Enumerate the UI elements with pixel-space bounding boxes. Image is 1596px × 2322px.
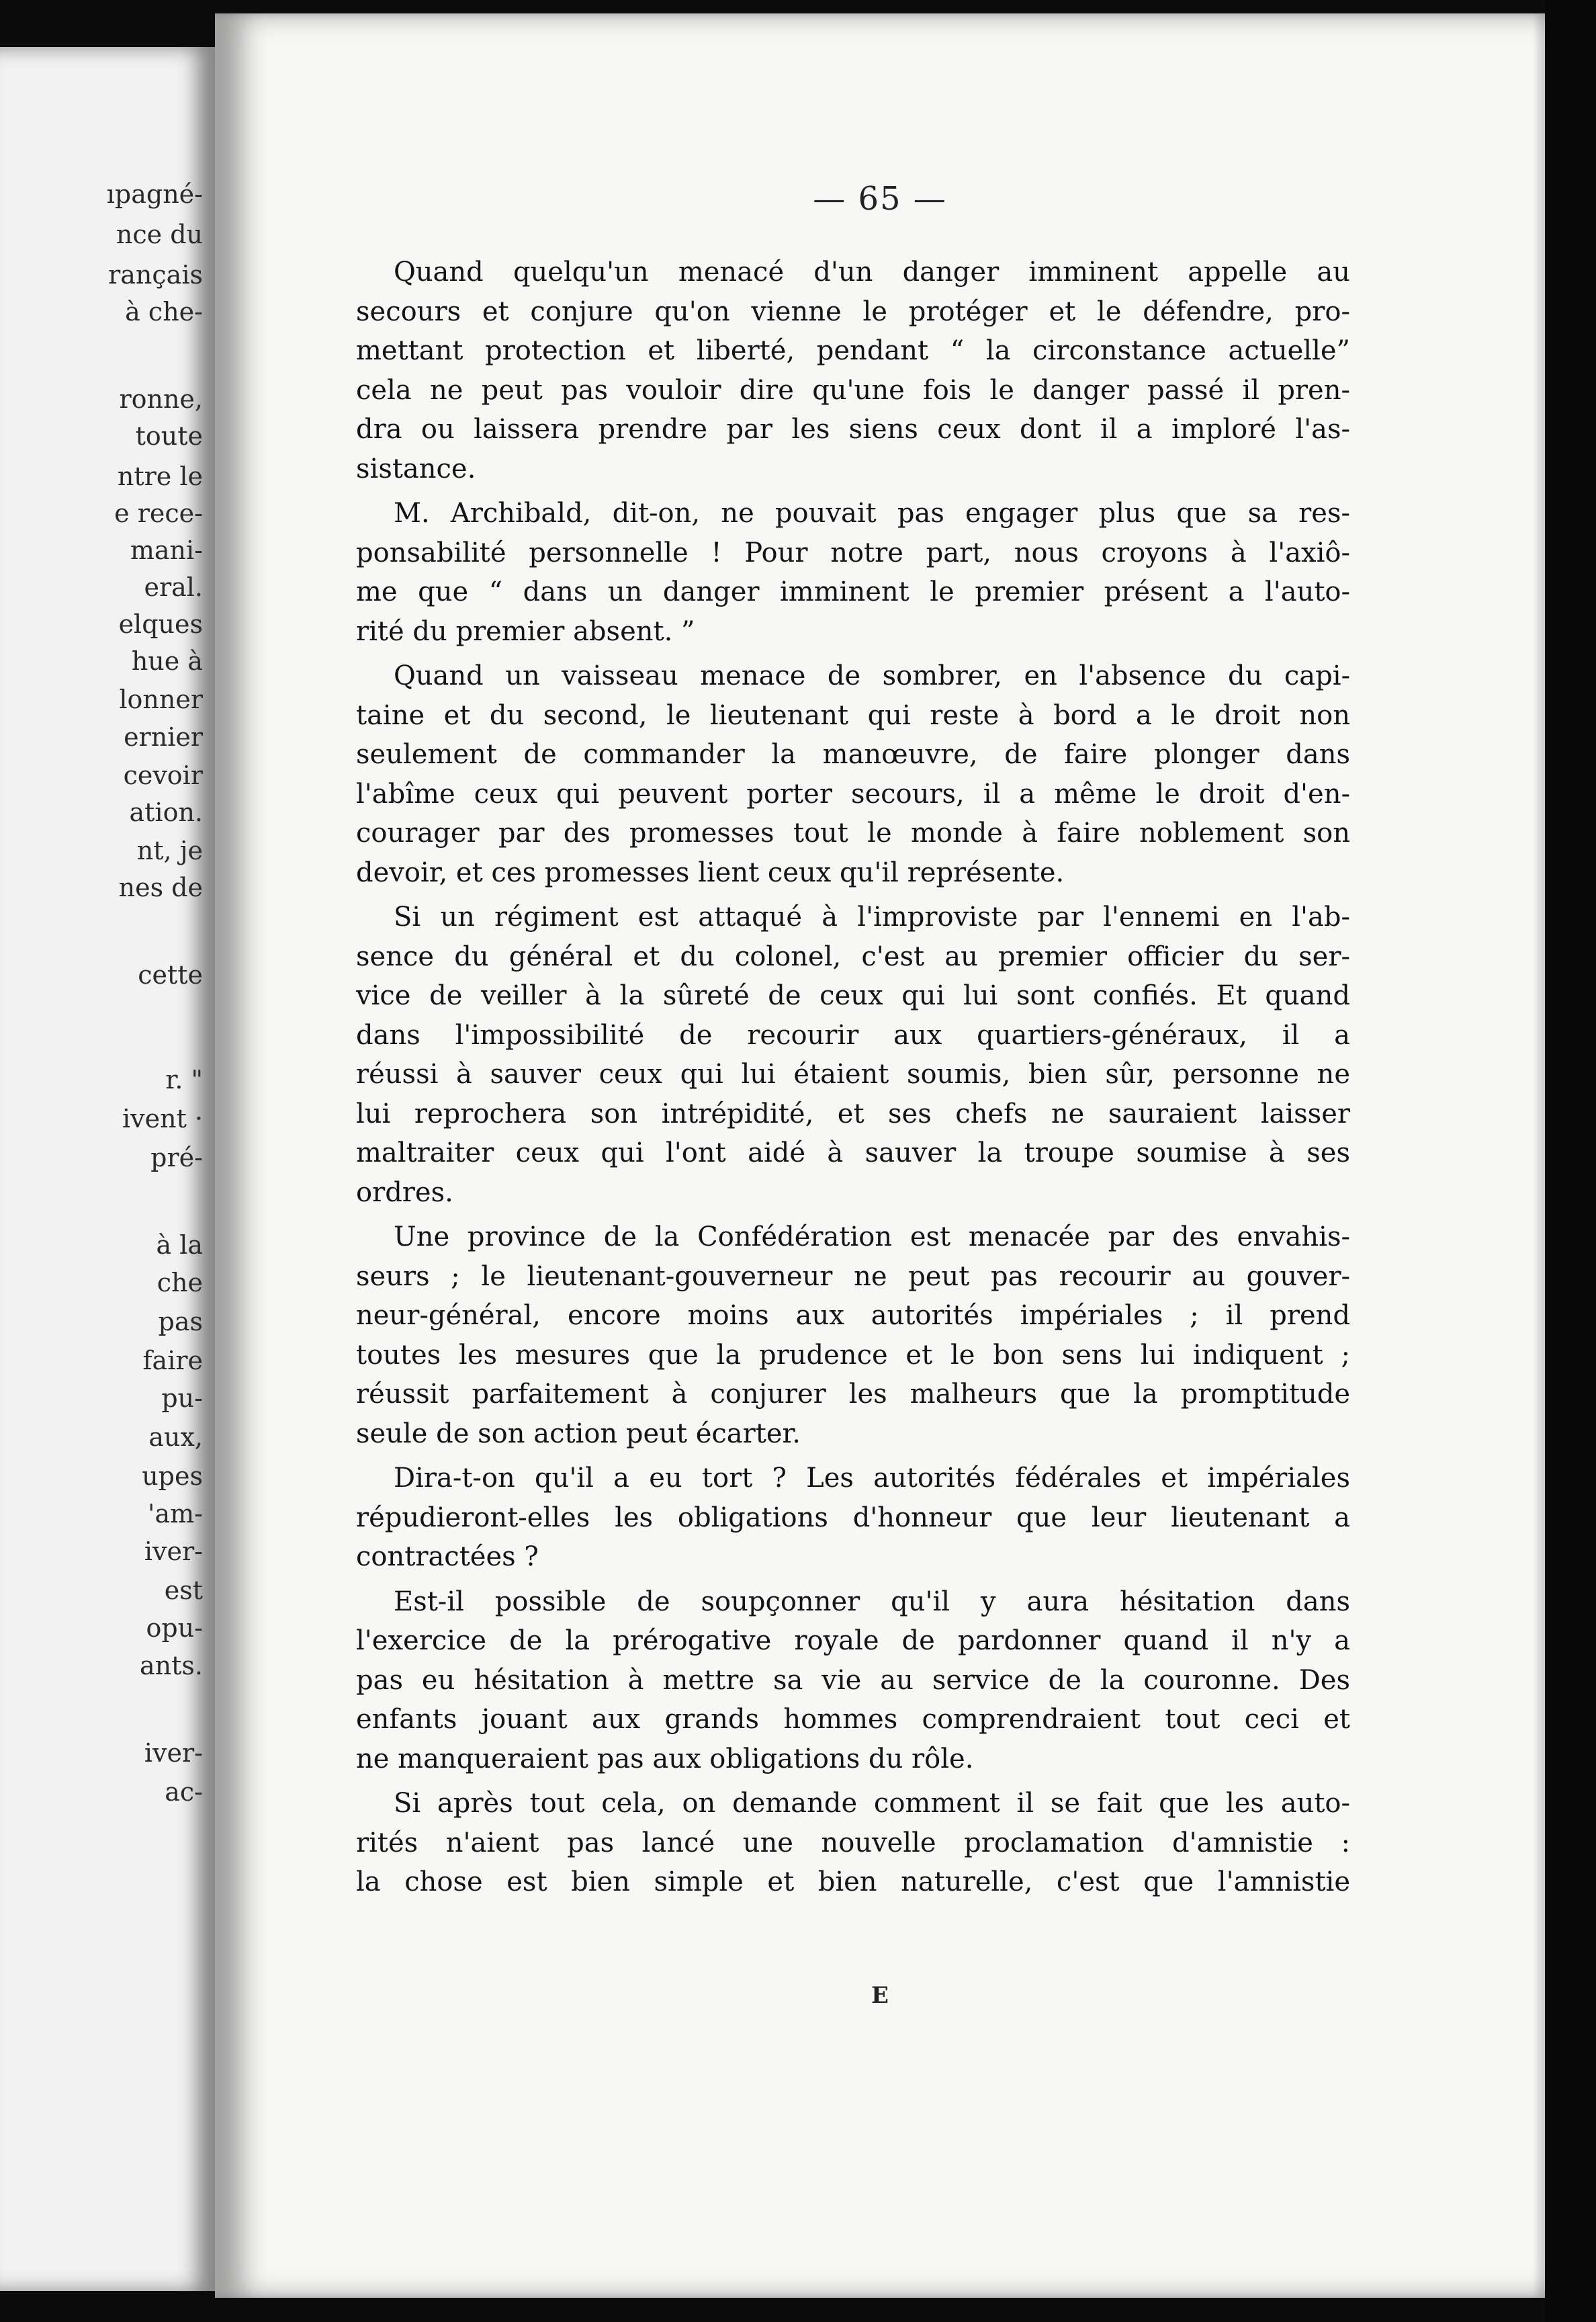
previous-page-line: e rece-	[114, 499, 203, 528]
previous-page-line: 'am-	[148, 1499, 203, 1529]
text-line: lui reprochera son intrépidité, et ses chefs ne sauraient laisser	[356, 1098, 1350, 1129]
text-line: ne manqueraient pas aux obligations du rôle.	[356, 1743, 974, 1774]
previous-page-line: opu-	[146, 1613, 203, 1643]
text-line: devoir, et ces promesses lient ceux qu'il représente.	[356, 857, 1065, 888]
previous-page-line: ronne,	[119, 384, 203, 414]
paragraph	[356, 1217, 1350, 1453]
previous-page-line: iver-	[144, 1738, 203, 1768]
text-line: seule de son action peut écarter.	[356, 1418, 801, 1449]
previous-page-line: faire	[142, 1346, 203, 1375]
text-line: ponsabilité personnelle ! Pour notre part, nous croyons à l'axiô-	[356, 537, 1350, 568]
text-line: sistance.	[356, 453, 476, 484]
previous-page-line: eral.	[144, 572, 203, 602]
previous-page-line: mani-	[130, 535, 203, 565]
scan-edge	[1545, 0, 1596, 2322]
text-line: Si un régiment est attaqué à l'improviste par l'ennemi en l'ab-	[394, 902, 1350, 933]
previous-page-line: r. "	[165, 1065, 203, 1094]
text-line: Une province de la Confédération est menacée par des envahis-	[394, 1221, 1350, 1252]
previous-page-line: pu-	[161, 1383, 203, 1413]
previous-page-line: ernier	[124, 722, 203, 752]
previous-page-line: upes	[142, 1461, 203, 1491]
text-line: ordres.	[356, 1176, 453, 1208]
text-line: pas eu hésitation à mettre sa vie au service de la couronne. Des	[356, 1664, 1350, 1696]
text-line: réussit parfaitement à conjurer les malheurs que la promptitude	[356, 1379, 1350, 1410]
previous-page-line: ation.	[129, 798, 203, 827]
previous-page-line: pas	[158, 1307, 203, 1336]
paragraph	[356, 1784, 1350, 1902]
text-line: répudieront-elles les obligations d'honneur que leur lieutenant a	[356, 1502, 1350, 1533]
text-line: cela ne peut pas vouloir dire qu'une fois le danger passé il pren-	[356, 374, 1350, 406]
signature-mark: E	[871, 1982, 889, 2009]
text-line: me que “ dans un danger imminent le premier présent a l'auto-	[356, 576, 1350, 607]
text-line: Dira-t-on qu'il a eu tort ? Les autorités fédérales et impériales	[394, 1463, 1350, 1494]
previous-page-line: ivent ·	[122, 1104, 203, 1133]
text-line: réussi à sauver ceux qui lui étaient soumis, bien sûr, personne ne	[356, 1059, 1350, 1090]
text-line: neur-général, encore moins aux autorités impériales ; il prend	[356, 1300, 1350, 1331]
document-page	[215, 13, 1545, 2298]
text-line: enfants jouant aux grands hommes comprendraient tout ceci et	[356, 1704, 1350, 1735]
text-line: taine et du second, le lieutenant qui reste à bord a le droit non	[356, 699, 1350, 731]
text-line: Si après tout cela, on demande comment il se fait que les auto-	[394, 1788, 1350, 1819]
paragraph	[356, 1582, 1350, 1779]
previous-page-line: est	[164, 1576, 203, 1605]
previous-page-line: hue à	[131, 646, 203, 676]
text-line: Quand un vaisseau menace de sombrer, en l'absence du capi-	[394, 660, 1350, 691]
text-line: l'abîme ceux qui peuvent porter secours, il a même le droit d'en-	[356, 778, 1350, 810]
text-line: rités n'aient pas lancé une nouvelle proclamation d'amnistie :	[356, 1827, 1350, 1858]
previous-page-line: toute	[135, 421, 203, 451]
previous-page-line: nt, je	[136, 836, 203, 865]
previous-page-line: aux,	[148, 1422, 203, 1452]
previous-page-line: iver-	[144, 1537, 203, 1566]
text-line: maltraiter ceux qui l'ont aidé à sauver la troupe soumise à ses	[356, 1137, 1350, 1168]
text-line: contractées ?	[356, 1541, 539, 1572]
previous-page-line: che	[157, 1268, 203, 1297]
text-line: courager par des promesses tout le monde à faire noblement son	[356, 818, 1350, 849]
previous-page-line: à la	[156, 1230, 203, 1260]
text-line: Est-il possible de soupçonner qu'il y aura hésitation dans	[394, 1586, 1350, 1617]
paragraph	[356, 656, 1350, 892]
text-line: mettant protection et liberté, pendant “ la circonstance actuelle”	[356, 335, 1350, 366]
previous-page-line: ntre le	[117, 462, 203, 491]
text-line: secours et conjure qu'on vienne le protéger et le défendre, pro-	[356, 296, 1350, 327]
previous-page-line: à che-	[125, 297, 203, 327]
text-line: la chose est bien simple et bien naturelle, c'est que l'amnistie	[356, 1866, 1350, 1897]
previous-page-line: ants.	[140, 1651, 203, 1680]
paragraph	[356, 898, 1350, 1212]
page-number: — 65 —	[813, 180, 947, 218]
text-line: seurs ; le lieutenant-gouverneur ne peut pas recourir au gouver-	[356, 1260, 1350, 1292]
text-line: M. Archibald, dit-on, ne pouvait pas engager plus que sa res-	[394, 498, 1350, 529]
previous-page-fragment	[0, 47, 215, 2291]
previous-page-line: nes de	[118, 873, 203, 902]
previous-page-line: lonner	[119, 685, 203, 714]
text-line: sence du général et du colonel, c'est au premier officier du ser-	[356, 941, 1350, 972]
text-line: toutes les mesures que la prudence et le bon sens lui indiquent ;	[356, 1339, 1350, 1371]
text-line: vice de veiller à la sûreté de ceux qui lui sont confiés. Et quand	[356, 980, 1350, 1011]
paragraph	[356, 253, 1350, 488]
body-text	[356, 253, 1350, 1907]
previous-page-line: ıpagné-	[106, 179, 203, 209]
text-line: seulement de commander la manœuvre, de faire plonger dans	[356, 739, 1350, 770]
previous-page-line: cette	[138, 960, 203, 990]
previous-page-line: cevoir	[123, 761, 203, 790]
previous-page-line: elques	[118, 609, 203, 639]
previous-page-line: nce du	[116, 220, 203, 249]
paragraph	[356, 494, 1350, 651]
text-line: dans l'impossibilité de recourir aux quartiers-généraux, il a	[356, 1019, 1350, 1051]
previous-page-line: pré-	[150, 1143, 203, 1172]
previous-page-line: rançais	[108, 260, 203, 290]
text-line: Quand quelqu'un menacé d'un danger imminent appelle au	[394, 257, 1350, 288]
text-line: l'exercice de la prérogative royale de pardonner quand il n'y a	[356, 1625, 1350, 1656]
text-line: dra ou laissera prendre par les siens ceux dont il a imploré l'as-	[356, 414, 1350, 445]
text-line: rité du premier absent. ”	[356, 615, 695, 647]
previous-page-line: ac-	[165, 1777, 203, 1807]
paragraph	[356, 1459, 1350, 1577]
